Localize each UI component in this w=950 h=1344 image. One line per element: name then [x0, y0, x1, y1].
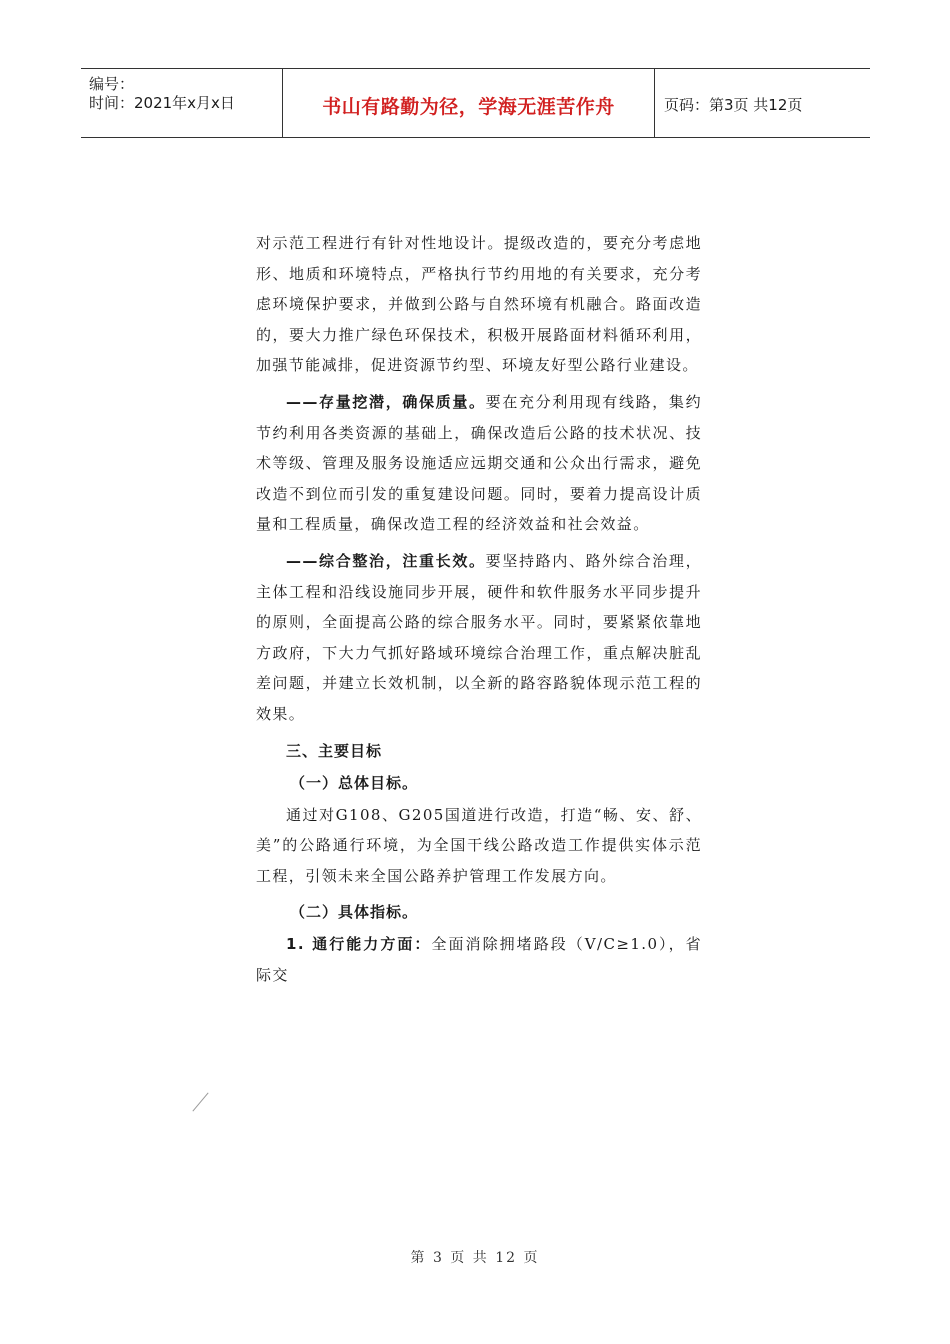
paragraph-1: 对示范工程进行有针对性地设计。提级改造的，要充分考虑地形、地质和环境特点，严格执行节约用地的有关要求，充分考虑环境保护要求，并做到公路与自然环境有机融合。路面改造的，要大力推广绿色环保技术，积极开展路面材料循环利用，加强节能减排，促进资源节约型、环境友好型公路行业建设。 — [256, 234, 702, 375]
page-number-label: 页码：第3页 共12页 — [664, 96, 803, 114]
paragraph-3-lead: ——综合整治，注重长效。 — [286, 551, 486, 570]
paragraph-5-lead: 1. 通行能力方面： — [286, 935, 432, 954]
paragraph-5 — [256, 929, 702, 990]
subheading-specific-indicators: （二）具体指标。 — [290, 903, 419, 922]
paragraph-3 — [256, 546, 702, 730]
header-page-cell — [655, 69, 870, 137]
scan-mark — [192, 1092, 208, 1111]
paragraph-5-text: 全面消除拥堵路段（V/C≥1.0），省际交 — [256, 935, 703, 984]
paragraph-3-text: 要坚持路内、路外综合治理，主体工程和沿线设施同步开展，硬件和软件服务水平同步提升的原则，全面提高公路的综合服务水平。同时，要紧紧依靠地方政府，下大力气抓好路域环境综合治理工作，重点解决脏乱差问题，并建立长效机制，以全新的路容路貌体现示范工程的效果。 — [256, 551, 702, 723]
subheading-overall-goal: （一）总体目标。 — [290, 773, 419, 792]
time-label: 时间：2021年x月x日 — [89, 94, 235, 112]
page-footer: 第 3 页 共 12 页 — [410, 1250, 540, 1266]
document-body — [256, 228, 702, 996]
motto: 书山有路勤为径，学海无涯苦作舟 — [322, 96, 615, 118]
page-header — [81, 68, 870, 138]
paragraph-2-lead: ——存量挖潜，确保质量。 — [286, 392, 486, 411]
header-motto-cell — [282, 69, 655, 137]
paragraph-4: 通过对G108、G205国道进行改造，打造“畅、安、舒、美”的公路通行环境，为全国干线公路改造工作提供实体示范工程，引领未来全国公路养护管理工作发展方向。 — [256, 805, 702, 885]
code-label: 编号： — [89, 75, 135, 93]
paragraph-2-text: 要在充分利用现有线路，集约节约利用各类资源的基础上，确保改造后公路的技术状况、技术等级、管理及服务设施适应远期交通和公众出行需求，避免改造不到位而引发的重复建设问题。同时，要着力提高设计质量和工程质量，确保改造工程的经济效益和社会效益。 — [256, 392, 702, 534]
paragraph-2 — [256, 387, 702, 540]
header-meta-cell — [81, 69, 282, 137]
section-heading-main-goals: 三、主要目标 — [286, 741, 383, 760]
